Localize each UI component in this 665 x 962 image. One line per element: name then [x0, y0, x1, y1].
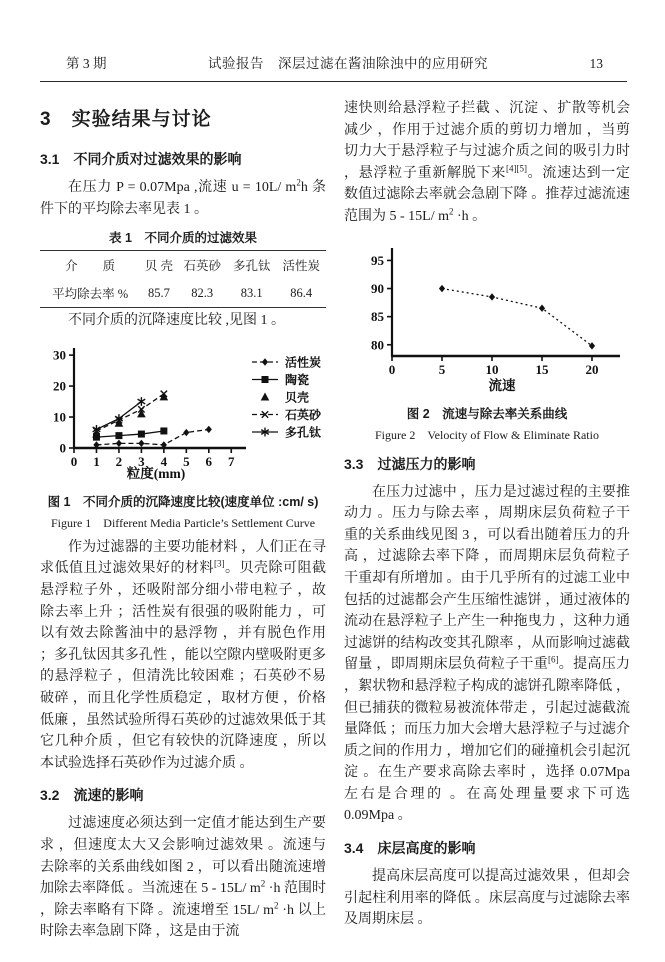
svg-text:10: 10	[485, 361, 499, 377]
figure2-caption-cn: 图 2 流速与除去率关系曲线	[406, 406, 568, 421]
svg-text:2: 2	[115, 453, 123, 469]
table1-data-cell: 83.1	[240, 285, 263, 300]
section-3-1-heading: 3.1 不同介质对过滤效果的影响	[40, 151, 242, 167]
section-3-heading: 3 实验结果与讨论	[40, 109, 212, 130]
svg-text:95: 95	[371, 252, 384, 268]
svg-text:15: 15	[535, 361, 549, 377]
svg-text:0: 0	[70, 453, 78, 469]
figure1-settlement-chart	[40, 342, 330, 482]
paragraph-media-discussion: 作为过滤器的主要功能材料 ，人们正在寻求低值且过滤效果好的材料[3]。贝壳除可阻截悬浮粒子外 ，还吸附部分细小带电粒子 ，故除去率上升 ；活性炭有很强的吸附能力 ，可以有效去除酱油中的悬浮物 ，并有脱色作用 ；多孔钛因其多孔性 ，能以空隙内壁吸附更多的悬浮粒子 ，但清洗比较困难 ；石英砂不易破碎 ，而且化学性质稳定 ，取材方便 ，价格低廉 ，虽然试验所得石英砂的过滤效果低于其它几种介质 ，但它有较快的沉降速度 ，所以本试验选择石英砂作为过滤介质 。	[40, 539, 326, 771]
table1-caption: 表 1 不同介质的过滤效果	[109, 231, 257, 246]
paragraph-3-3: 在压力过滤中 ，压力是过滤过程的主要推动力 。压力与除去率 ，周期床层负荷粒子干重的关系曲线见图 3 ，可以看出随着压力的升高 ，过滤除去率下降 ，而周期床层负荷粒子干重却有所增加 。由于几乎所有的过滤工业中包括的过滤都会产生压缩性滤饼 ，通过液体的流动在悬浮粒子上产生一种拖曳力 ，这种力通过滤饼的结构改变其孔隙率 ，从而影响过滤截留量 ，即周期床层负荷粒子干重[6]。提高压力 ，絮状物和悬浮粒子构成的滤饼孔隙率降低 ，但已捕获的微粒易被流体带走 ，引起过滤截流量降低 ；而压力加大会增大悬浮粒子与过滤介质之间的作用力 ，增加它们的碰撞机会引起沉淀 。在生产要求高除去率时 ，选择 0.07Mpa 左右是合理的 。在高处理量要求下可选 0.09Mpa 。	[344, 484, 630, 824]
paragraph-velocity-continued: 速快则给悬浮粒子拦截 、沉淀 、扩散等机会减少 ，作用于过滤介质的剪切力增加 ，当剪切力大于悬浮粒子与过滤介质之间的吸引力时 ，悬浮粒子重新解脱下来[4][5]。流速达到一定数值过滤除去率就会急剧下降 。推荐过滤流速范围为 5 - 15L/ $m^2 \cdot h$ 。	[344, 101, 631, 224]
svg-text:陶瓷: 陶瓷	[285, 372, 310, 387]
svg-text:5: 5	[183, 453, 190, 469]
svg-text:5: 5	[438, 361, 446, 377]
svg-text:活性炭: 活性炭	[285, 355, 322, 370]
svg-text:0: 0	[388, 361, 396, 377]
figure2-caption-en: Figure 2 Velocity of Flow & Eliminate Ratio	[375, 427, 599, 442]
svg-text:3: 3	[138, 453, 145, 469]
section-3-3-heading: 3.3 过滤压力的影响	[344, 455, 476, 472]
table1	[40, 250, 326, 308]
table1-data-cell: 85.7	[147, 285, 170, 300]
svg-text:贝壳: 贝壳	[285, 390, 310, 405]
figure2-velocity-chart	[344, 242, 636, 394]
running-title: 试验报告 深层过滤在酱油除浊中的应用研究	[208, 56, 488, 71]
figure1-caption	[40, 492, 326, 531]
table1-header-cell: 介 质	[65, 259, 116, 274]
table1-data-row	[40, 279, 326, 308]
left-column	[40, 98, 326, 943]
figure1	[40, 342, 326, 531]
issue-label: 第 3 期	[66, 56, 107, 71]
right-column	[344, 98, 630, 943]
svg-text:10: 10	[53, 409, 66, 425]
table1-data-cell: 82.3	[191, 285, 214, 300]
table1-header-row	[40, 251, 326, 280]
table1-header-cell: 贝 壳	[144, 259, 173, 274]
figure1-caption-en: Figure 1 Different Media Particle’s Settlement Curve	[50, 515, 316, 530]
svg-text:90: 90	[371, 280, 384, 296]
running-head	[40, 52, 627, 72]
paragraph-fig1-intro: 不同介质的沉降速度比较 ,见图 1 。	[68, 313, 285, 329]
figure2	[344, 242, 630, 443]
svg-text:粒度(mm): 粒度(mm)	[126, 465, 186, 481]
table1-data-cell: 86.4	[290, 285, 313, 300]
section-3-2-heading: 3.2 流速的影响	[40, 787, 144, 804]
svg-text:7: 7	[228, 453, 235, 469]
table1-data-cell: 平均除去率 %	[52, 287, 129, 302]
svg-text:30: 30	[53, 347, 66, 363]
section-3-4-heading: 3.4 床层高度的影响	[344, 840, 476, 857]
paragraph-3-1: 在压力 P = 0.07Mpa ,流速 u = 10L/ $m^2h$ 条件下的平均除去率见表 1 。	[40, 177, 326, 217]
svg-text:0: 0	[59, 440, 66, 456]
svg-text:20: 20	[53, 378, 66, 394]
page-number: 13	[589, 56, 603, 71]
svg-text:80: 80	[371, 336, 384, 352]
svg-text:6: 6	[205, 453, 213, 469]
figure1-caption-cn: 图 1 不同介质的沉降速度比较(速度单位 :cm/ s)	[47, 494, 319, 509]
two-column-body	[40, 98, 631, 943]
table1-header-cell: 石英砂	[183, 259, 221, 274]
svg-text:多孔钛: 多孔钛	[285, 425, 322, 440]
svg-text:4: 4	[160, 453, 168, 469]
table1-header-cell: 活性炭	[282, 259, 320, 274]
svg-text:流速: 流速	[488, 377, 516, 393]
svg-text:20: 20	[585, 361, 599, 377]
svg-text:1: 1	[93, 453, 100, 469]
figure2-caption	[344, 404, 630, 443]
header-rule	[40, 81, 627, 82]
svg-text:石英砂: 石英砂	[285, 407, 322, 422]
paragraph-3-4: 提高床层高度可以提高过滤效果 ，但却会引起柱利用率的降低 。床层高度与过滤除去率及周期床层 。	[344, 869, 630, 928]
paragraph-3-2: 过滤速度必须达到一定值才能达到生产要求 ，但速度太大又会影响过滤效果 。流速与去除率的关系曲线如图 2 ，可以看出随流速增加除去率降低 。当流速在 5 - 15L/ $m^2 \cdot h$ 范围时 ，除去率略有下降 。流速增至 15L/ $m^2 \cdot h$ 以上时除去率急剧下降 ，这是由于流	[40, 816, 326, 940]
svg-text:85: 85	[371, 308, 384, 324]
table1-header-cell: 多孔钛	[232, 259, 271, 274]
